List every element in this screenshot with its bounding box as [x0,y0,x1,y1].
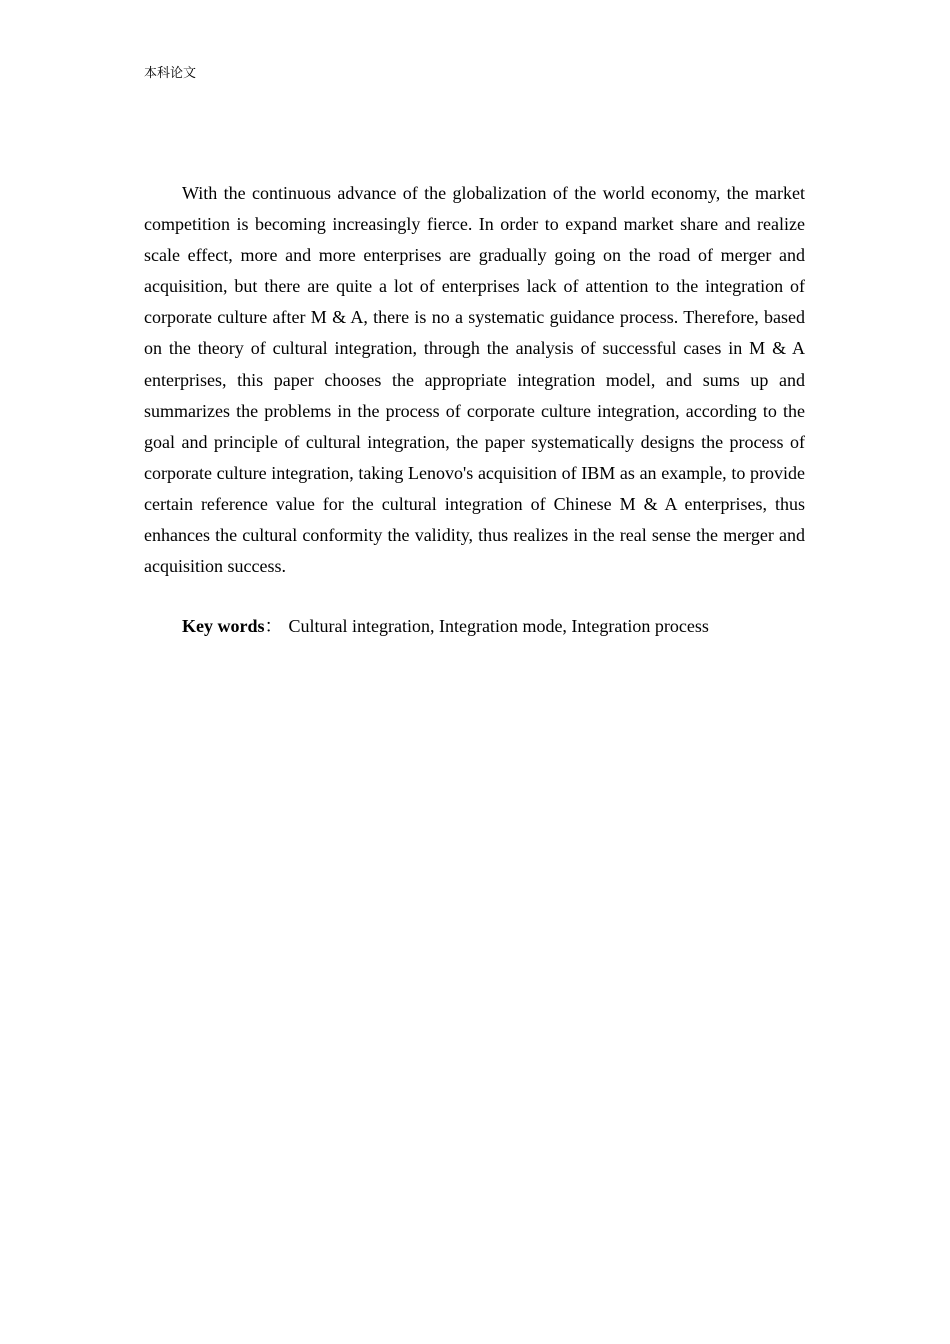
keywords-label: Key words [182,616,265,636]
keywords-line [144,611,805,642]
running-header: 本科论文 [144,66,197,81]
keywords-value: Cultural integration, Integration mode, Integration process [288,616,709,636]
keywords-separator: ： [264,616,283,636]
abstract-paragraph: With the continuous advance of the globalization of the world economy, the market competition is becoming increasingly fierce. In order to expand market share and realize scale effect, more and more enterprises are gradually going on the road of merger and acquisition, but there are quite a lot of enterprises lack of attention to the integration of corporate culture after M & A, there is no a systematic guidance process. Therefore, based on the theory of cultural integration, through the analysis of successful cases in M & A enterprises, this paper chooses the appropriate integration model, and sums up and summarizes the problems in the process of corporate culture integration, according to the goal and principle of cultural integration, the paper systematically designs the process of corporate culture integration, taking Lenovo's acquisition of IBM as an example, to provide certain reference value for the cultural integration of Chinese M & A enterprises, thus enhances the cultural conformity the validity, thus realizes in the real sense the merger and acquisition success. [144,183,805,577]
